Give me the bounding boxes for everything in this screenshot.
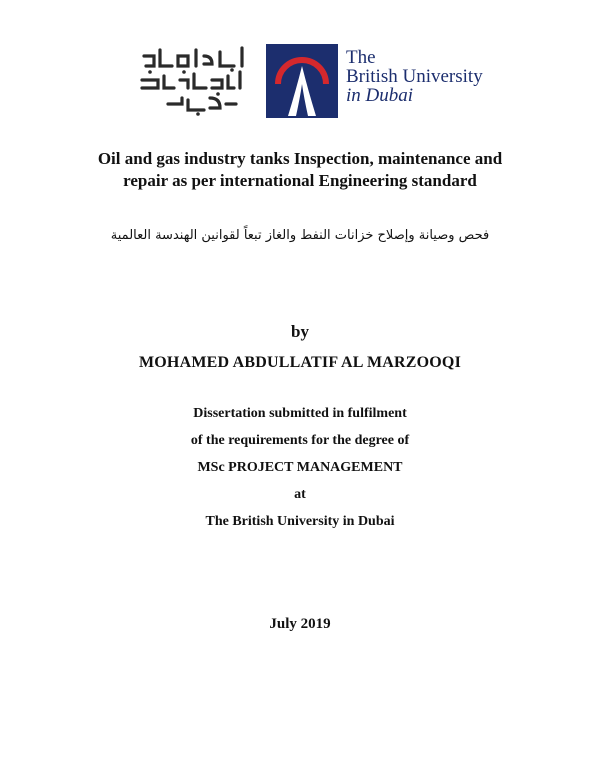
logo-line-in-dubai: in Dubai xyxy=(346,85,414,106)
title-line-2: repair as per international Engineering standard xyxy=(123,171,477,190)
by-label: by xyxy=(291,322,309,341)
statement-line-1: Dissertation submitted in fulfilment xyxy=(193,406,407,421)
submission-date: July 2019 xyxy=(269,616,331,632)
dissertation-title xyxy=(0,148,600,192)
arch-icon xyxy=(266,44,338,118)
statement-line-at: at xyxy=(294,487,306,502)
logo-line-british-university: British University xyxy=(346,66,483,87)
dissertation-statement xyxy=(0,400,600,535)
institution-name: The British University in Dubai xyxy=(205,514,395,529)
arabic-title: فحص وصيانة وإصلاح خزانات النفط والغاز تبعاً لقوانين الهندسة العالمية xyxy=(110,228,490,243)
statement-line-2: of the requirements for the degree of xyxy=(190,433,410,448)
arabic-wordmark-graphic xyxy=(138,42,258,120)
english-logo-wordmark xyxy=(346,48,483,105)
author-name: MOHAMED ABDULLATIF AL MARZOOQI xyxy=(138,354,462,371)
arabic-logo-wordmark xyxy=(138,42,258,120)
logo-arch-mark xyxy=(266,44,338,118)
title-line-1: Oil and gas industry tanks Inspection, maintenance and xyxy=(97,149,503,168)
university-logo xyxy=(138,42,483,120)
logo-line-the: The xyxy=(346,47,376,68)
degree-name: MSc PROJECT MANAGEMENT xyxy=(197,460,403,475)
